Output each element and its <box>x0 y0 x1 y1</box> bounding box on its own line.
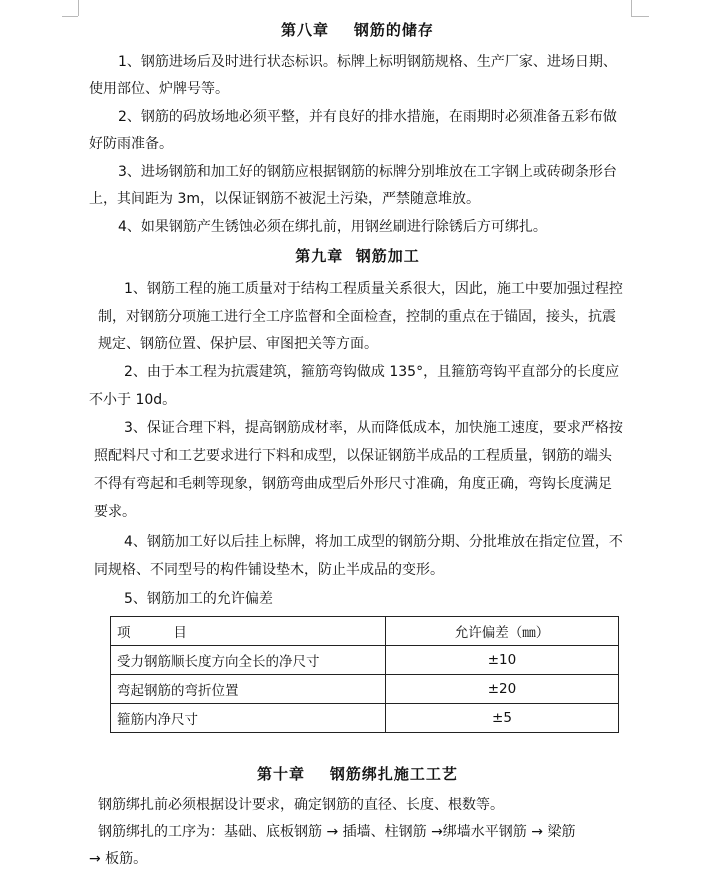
ch8-line-7: 4、如果钢筋产生锈蚀必须在绑扎前，用钢丝刷进行除锈后方可绑扎。 <box>118 219 547 235</box>
crop-mark-top-left-horizontal <box>62 16 78 17</box>
chapter-9-title: 第九章 钢筋加工 <box>295 247 420 265</box>
table-row <box>111 675 619 704</box>
table-header-item: 项 目 <box>111 617 386 646</box>
ch9-line-1: 1、钢筋工程的施工质量对于结构工程质量关系很大，因此，施工中要加强过程控 <box>124 281 623 297</box>
table-cell-tolerance: ±10 <box>386 646 619 675</box>
ch9-line-4: 2、由于本工程为抗震建筑，箍筋弯钩做成 135°，且箍筋弯钩平直部分的长度应 <box>124 364 620 380</box>
table-cell-tolerance: ±5 <box>386 704 619 733</box>
ch9-line-12: 5、钢筋加工的允许偏差 <box>124 591 273 607</box>
ch8-line-5: 3、进场钢筋和加工好的钢筋应根据钢筋的标牌分别堆放在工字钢上或砖砌条形台 <box>118 164 617 180</box>
table-cell-tolerance: ±20 <box>386 675 619 704</box>
ch10-line-3: → 板筋。 <box>89 851 148 867</box>
ch9-line-6: 3、保证合理下料，提高钢筋成材率，从而降低成本，加快施工速度，要求严格按 <box>124 420 623 436</box>
ch10-line-2: 钢筋绑扎的工序为：基础、底板钢筋 → 插墙、柱钢筋 →绑墙水平钢筋 → 梁筋 <box>98 824 576 840</box>
crop-mark-top-right-vertical <box>631 0 632 16</box>
table-row <box>111 646 619 675</box>
table-cell-item: 受力钢筋顺长度方向全长的净尺寸 <box>111 646 386 675</box>
ch10-line-1: 钢筋绑扎前必须根据设计要求，确定钢筋的直径、长度、根数等。 <box>98 797 504 813</box>
ch8-line-1: 1、钢筋进场后及时进行状态标识。标牌上标明钢筋规格、生产厂家、进场日期、 <box>118 54 617 70</box>
ch9-line-7: 照配料尺寸和工艺要求进行下料和成型，以保证钢筋半成品的工程质量，钢筋的端头 <box>94 448 612 464</box>
crop-mark-top-left-vertical <box>78 0 79 16</box>
ch9-line-10: 4、钢筋加工好以后挂上标牌，将加工成型的钢筋分期、分批堆放在指定位置，不 <box>124 534 623 550</box>
table-cell-item: 箍筋内净尺寸 <box>111 704 386 733</box>
table-header-tolerance: 允许偏差（㎜） <box>386 617 619 646</box>
table-cell-item: 弯起钢筋的弯折位置 <box>111 675 386 704</box>
ch8-line-2: 使用部位、炉牌号等。 <box>89 81 229 97</box>
table-row <box>111 704 619 733</box>
chapter-10-title: 第十章 钢筋绑扎施工工艺 <box>257 765 458 783</box>
ch9-line-3: 规定、钢筋位置、保护层、审图把关等方面。 <box>98 336 378 352</box>
ch9-line-5: 不小于 10d。 <box>89 392 177 408</box>
ch9-line-2: 制，对钢筋分项施工进行全工序监督和全面检查，控制的重点在于锚固，接头，抗震 <box>98 309 616 325</box>
ch8-line-6: 上，其间距为 3m，以保证钢筋不被泥土污染，严禁随意堆放。 <box>89 191 480 207</box>
ch9-line-9: 要求。 <box>94 504 136 520</box>
tolerance-table <box>110 616 619 733</box>
ch8-line-4: 好防雨准备。 <box>89 136 173 152</box>
ch8-line-3: 2、钢筋的码放场地必须平整，并有良好的排水措施，在雨期时必须准备五彩布做 <box>118 109 617 125</box>
ch9-line-11: 同规格、不同型号的构件铺设垫木，防止半成品的变形。 <box>94 562 444 578</box>
ch9-line-8: 不得有弯起和毛刺等现象，钢筋弯曲成型后外形尺寸准确，角度正确，弯钩长度满足 <box>94 476 612 492</box>
crop-mark-top-right-horizontal <box>631 16 649 17</box>
table-header-row <box>111 617 619 646</box>
chapter-8-title: 第八章 钢筋的储存 <box>281 21 434 39</box>
